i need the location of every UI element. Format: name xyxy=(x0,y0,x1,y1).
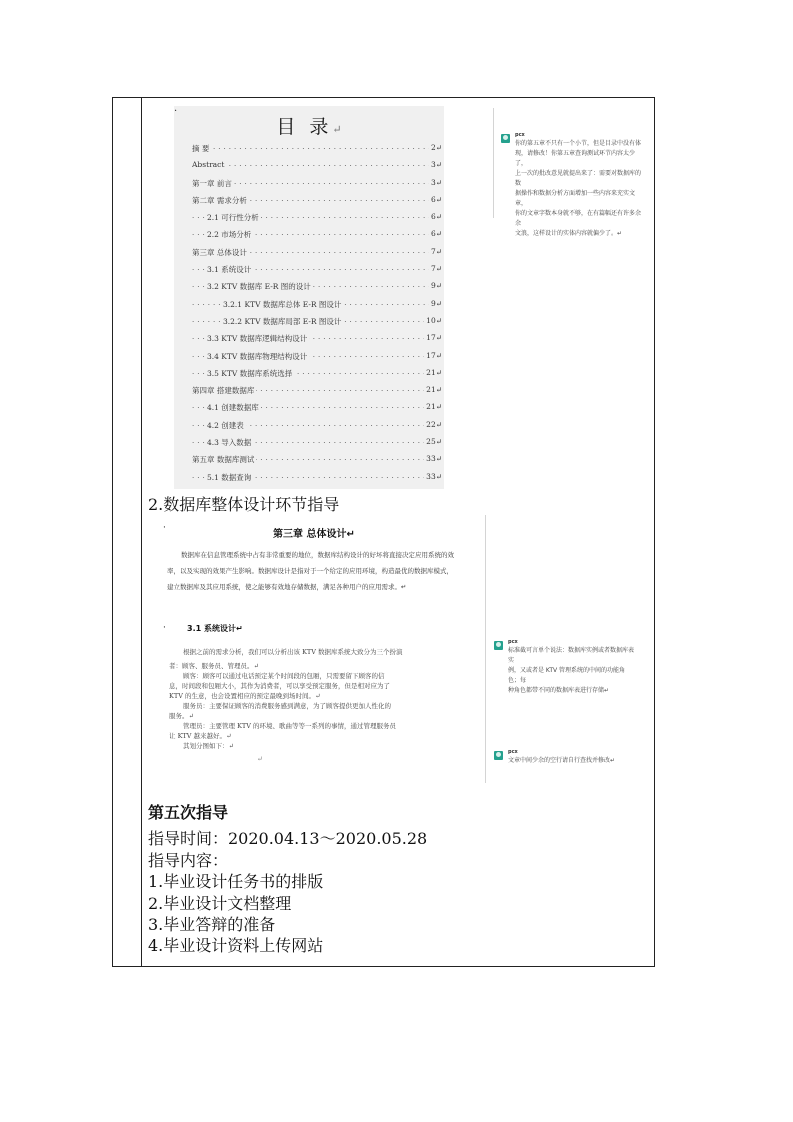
toc-entry-page: 9↵ xyxy=(430,281,442,291)
comment-text: 标准截可言单个说法：数据库实例或者数据库表实 例，又或者是 KTV 管理系统的中间的功能角色；每 种角色都带不同的数据库表进行存储↵ xyxy=(508,647,635,694)
toc-title-text: 目 录 xyxy=(276,116,333,138)
toc-entry xyxy=(192,451,442,468)
guidance-content-label: 指导内容： xyxy=(148,851,229,870)
toc-entry-title: 5.1 数据查询 xyxy=(207,472,252,482)
toc-entry xyxy=(192,417,442,434)
toc-entry-page: 3↵ xyxy=(430,177,442,187)
chapter-title: 第三章 总体设计↵ xyxy=(273,529,355,540)
toc-entry xyxy=(192,244,442,261)
toc-entry xyxy=(192,261,442,278)
guidance-item: 4.毕业设计资料上传网站 xyxy=(148,936,324,955)
toc-entry xyxy=(192,192,442,209)
toc-entry xyxy=(192,399,442,416)
toc-entry-page: 21↵ xyxy=(426,367,442,377)
toc-entry-title: 摘 要 xyxy=(192,144,210,153)
avatar-icon xyxy=(494,641,503,650)
toc-entry xyxy=(192,278,442,295)
chapter-body: 根据之前的需求分析，我们可以分析出该 KTV 数据库系统大致分为三个扮演 者：顾客、服务员、管理员。↵ 顾客：顾客可以通过电话预定某个时间段的包厢，只需要留下顾客的信 息，时间段和包厢大小，其作为消费者，可以享受预定服务，但是相对应为了 KTV 的生意，也会设置相应的预定最晚到场时间。↵ 服务员：主要保证顾客的消费服务感到满意，为了顾客提供更加人性化的 服务。↵ 管理员：主要管理 KTV 的环境、歌曲等等一系列的事情，通过管理服务员 让 KTV 越来越好。↵ 其划分图如下：↵ xyxy=(169,648,403,750)
toc-marker: · xyxy=(174,106,178,117)
toc-entry xyxy=(192,382,442,399)
toc-entry-page: 33↵ xyxy=(426,454,442,464)
subsection-bullet: · xyxy=(163,623,166,633)
toc-entry xyxy=(192,175,442,192)
subsection-heading: 3.1 系统设计↵ xyxy=(187,624,243,633)
toc-entry-title: 第四章 搭建数据库 xyxy=(192,386,255,396)
toc-entry-title: 3.2.2 KTV 数据库局部 E-R 图设计 xyxy=(223,316,342,326)
comment-author: pcx xyxy=(515,132,525,138)
toc-entry-page: 25↵ xyxy=(426,437,442,447)
toc-entry-title: 第二章 需求分析 xyxy=(192,195,247,205)
chapter-intro: 数据库在信息管理系统中占有非常重要的地位，数据库结构设计的好坏将直接决定应用系统的效率，以及实现的效果产生影响。数据库设计是指对于一个给定的应用环境，构造最优的数据库模式，建立数据库及其应用系统，使之能够有效地存储数据，满足各种用户的应用需求。↵ xyxy=(167,551,454,591)
guidance-heading: 第五次指导 xyxy=(148,803,229,822)
toc-entry-title: 3.2 KTV 数据库 E-R 图的设计 xyxy=(207,282,311,292)
section-heading-database-design: 2.数据库整体设计环节指导 xyxy=(148,495,340,514)
toc-entry-title: 4.2 创建表 xyxy=(207,420,244,430)
toc-entry xyxy=(192,140,442,157)
toc-entry-page: 2↵ xyxy=(430,143,442,152)
avatar-icon xyxy=(494,751,503,760)
guidance-time: 指导时间：2020.04.13～2020.05.28 xyxy=(148,829,428,848)
toc-entry-title: 第一章 前言 xyxy=(192,178,232,188)
toc-entry xyxy=(192,330,442,347)
toc-entry-title: 3.2.1 KTV 数据库总体 E-R 图设计 xyxy=(223,299,342,309)
toc-entry-page: 3↵ xyxy=(430,160,442,170)
toc-entry xyxy=(192,434,442,451)
toc-entry-title: 第五章 数据库测试 xyxy=(192,455,255,465)
toc-entry-title: 第三章 总体设计 xyxy=(192,247,247,257)
toc-entry-title: 2.1 可行性分析 xyxy=(207,213,259,223)
toc-entry-title: 2.2 市场分析 xyxy=(207,230,252,240)
toc-screenshot xyxy=(174,106,444,489)
toc-entry-page: 22↵ xyxy=(426,419,442,429)
comment-author: pcx xyxy=(508,749,518,755)
toc-entry-page: 10↵ xyxy=(426,315,442,325)
toc-entry xyxy=(192,157,442,174)
toc-entry-title: Abstract xyxy=(192,160,225,170)
toc-entry-page: 21↵ xyxy=(426,402,442,412)
guidance-item: 3.毕业答辩的准备 xyxy=(148,915,276,934)
toc-entry-title: 3.1 系统设计 xyxy=(207,265,252,275)
chapter-bullet: · xyxy=(163,523,166,533)
toc-entry xyxy=(192,209,442,226)
toc-entry-page: 6↵ xyxy=(430,194,442,204)
toc-entry xyxy=(192,469,442,486)
comment-author: pcx xyxy=(508,639,518,645)
toc-entry-page: 9↵ xyxy=(430,298,442,308)
comment-panel-chapter xyxy=(485,515,636,783)
toc-entry-page: 6↵ xyxy=(430,229,442,239)
guidance-item: 1.毕业设计任务书的排版 xyxy=(148,872,324,891)
toc-entry xyxy=(192,226,442,243)
toc-entry-page: 17↵ xyxy=(426,333,442,343)
chapter-trailing-mark: ↵ xyxy=(257,755,263,763)
toc-title-mark: ↵ xyxy=(332,123,342,136)
toc-list xyxy=(192,140,442,486)
toc-entry-title: 3.3 KTV 数据库逻辑结构设计 xyxy=(207,334,308,344)
comment-panel-toc xyxy=(493,108,644,237)
toc-entry-title: 4.1 创建数据库 xyxy=(207,403,259,413)
toc-entry-page: 6↵ xyxy=(430,212,442,222)
toc-entry-page: 33↵ xyxy=(426,471,442,481)
toc-entry-page: 21↵ xyxy=(426,385,442,395)
toc-entry-page: 7↵ xyxy=(430,246,442,256)
toc-entry-title: 3.4 KTV 数据库物理结构设计 xyxy=(207,351,308,361)
toc-entry-page: 7↵ xyxy=(430,264,442,274)
toc-entry xyxy=(192,296,442,313)
toc-entry xyxy=(192,365,442,382)
toc-entry-title: 3.5 KTV 数据库系统选择 xyxy=(207,368,293,378)
chapter-screenshot xyxy=(145,515,485,783)
toc-entry-page: 17↵ xyxy=(426,350,442,360)
toc-entry xyxy=(192,348,442,365)
toc-entry xyxy=(192,313,442,330)
comment-text: 你的第五章不只有一个小节，但是目录中没有体 现，请修改！你第五章查询测试环节内容太少了， 上一次的批改意见就提出来了：需要对数据库的数 据操作和数据分析方面增加一些内容来充实文章， 你的文章字数本身就不够，在有篇幅还有许多余余 文浪，这样设计的实体内容就偏少了。↵ xyxy=(515,140,642,237)
toc-entry-title: 4.3 导入数据 xyxy=(207,438,252,448)
toc-title xyxy=(174,112,444,139)
table-column-divider xyxy=(141,98,142,966)
avatar-icon xyxy=(501,134,510,143)
comment-text: 文章中间少余的空行请自行查找并修改↵ xyxy=(508,757,616,764)
guidance-item: 2.毕业设计文档整理 xyxy=(148,894,292,913)
